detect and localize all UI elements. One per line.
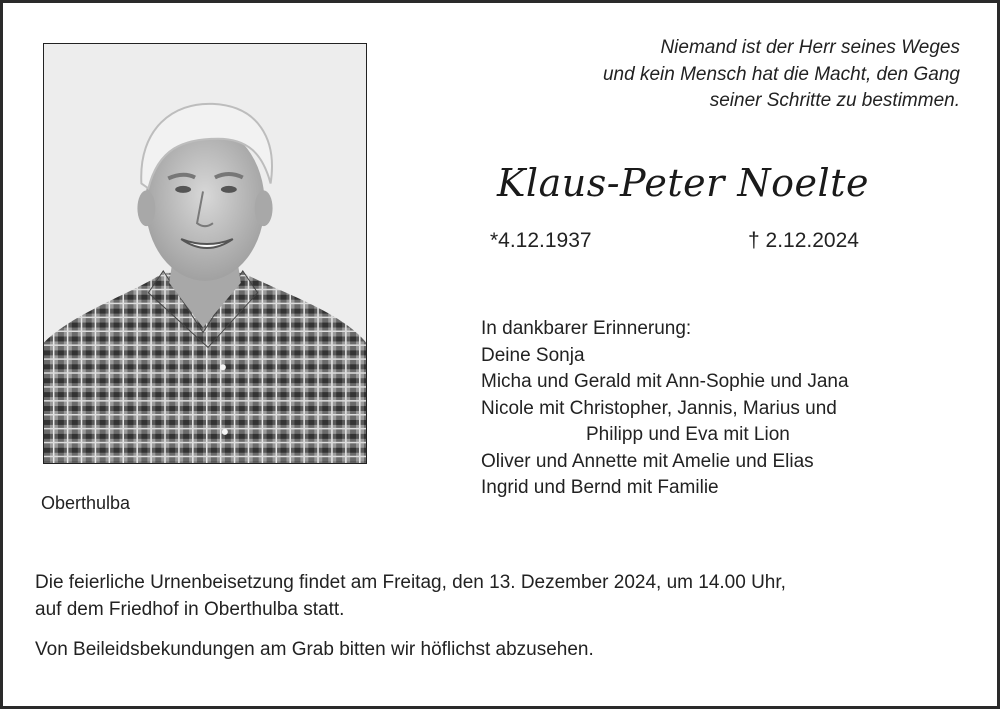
place-label: Oberthulba (41, 493, 131, 513)
deceased-name: Klaus-Peter Noelte (497, 161, 869, 205)
mourners-list (481, 316, 849, 502)
mourner-line: Micha und Gerald mit Ann-Sophie und Jana (481, 371, 849, 392)
quote-line: und kein Mensch hat die Macht, den Gang (602, 63, 960, 85)
mourner-line: Nicole mit Christopher, Jannis, Marius und (481, 397, 837, 419)
quote-line: Niemand ist der Herr seines Weges (660, 37, 960, 58)
quote-line: seiner Schritte zu bestimmen. (709, 90, 960, 111)
birth-date: *4.12.1937 (490, 229, 592, 252)
service-info (35, 570, 786, 623)
mourner-line: Deine Sonja (481, 344, 585, 366)
service-line: Die feierliche Urnenbeisetzung findet am Freitag, den 13. Dezember 2024, um 14.00 Uhr, (35, 572, 786, 593)
death-date: † 2.12.2024 (748, 229, 859, 252)
condolence-note: Von Beileidsbekundungen am Grab bitten wir höflichst abzusehen. (35, 639, 594, 660)
service-line: auf dem Friedhof in Oberthulba statt. (35, 598, 345, 620)
mourner-line: Philipp und Eva mit Lion (586, 424, 790, 445)
portrait-image (44, 44, 366, 463)
portrait-photo (43, 43, 367, 464)
mourner-line: Ingrid und Bernd mit Familie (481, 477, 719, 498)
quote-block (480, 35, 960, 115)
mourners-heading: In dankbarer Erinnerung: (481, 318, 692, 339)
mourner-line: Oliver und Annette mit Amelie und Elias (481, 450, 814, 472)
